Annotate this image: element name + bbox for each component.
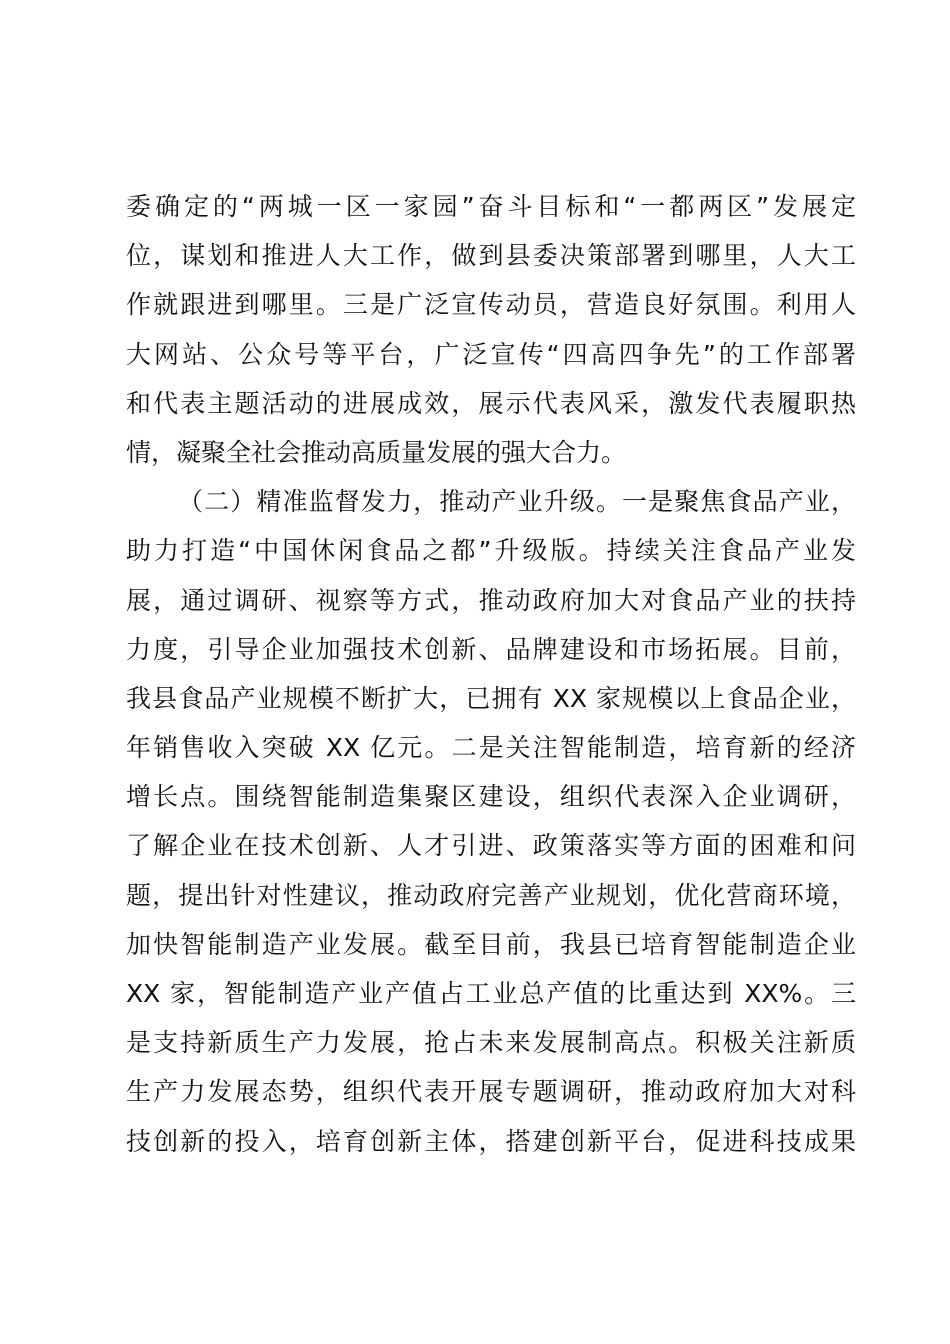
text-line: 位，谋划和推进人大工作，做到县委决策部署到哪里，人大工 (126, 241, 856, 271)
text-line: 技创新的投入，培育创新主体，搭建创新平台，促进科技成果 (126, 1126, 856, 1156)
text-line: 大网站、公众号等平台，广泛宣传“四高四争先”的工作部署 (126, 339, 856, 369)
text-line: 展，通过调研、视察等方式，推动政府加大对食品产业的扶持 (126, 585, 856, 615)
text-line: 年销售收入突破 XX 亿元。二是关注智能制造，培育新的经济 (126, 733, 856, 763)
section-heading-line: （二）精准监督发力，推动产业升级。一是聚焦食品产业， (178, 487, 856, 517)
text-line: 生产力发展态势，组织代表开展专题调研，推动政府加大对科 (126, 1077, 856, 1107)
text-line: 了解企业在技术创新、人才引进、政策落实等方面的困难和问 (126, 831, 856, 861)
text-line: 是支持新质生产力发展，抢占未来发展制高点。积极关注新质 (126, 1028, 856, 1058)
text-line: 委确定的“两城一区一家园”奋斗目标和“一都两区”发展定 (126, 192, 856, 221)
text-line: 题，提出针对性建议，推动政府完善产业规划，优化营商环境， (126, 880, 856, 910)
body-text (126, 182, 856, 1166)
text-line: 助力打造“中国休闲食品之都”升级版。持续关注食品产业发 (126, 536, 856, 566)
text-line: 情，凝聚全社会推动高质量发展的强大合力。 (126, 437, 627, 467)
text-line: 加快智能制造产业发展。截至目前，我县已培育智能制造企业 (126, 929, 856, 959)
text-line: 和代表主题活动的进展成效，展示代表风采，激发代表履职热 (126, 388, 856, 418)
text-line: XX 家，智能制造产业产值占工业总产值的比重达到 XX%。三 (126, 979, 856, 1008)
text-line: 力度，引导企业加强技术创新、品牌建设和市场拓展。目前， (126, 634, 856, 664)
text-line: 增长点。围绕智能制造集聚区建设，组织代表深入企业调研， (126, 782, 856, 812)
text-line: 作就跟进到哪里。三是广泛宣传动员，营造良好氛围。利用人 (126, 290, 856, 320)
text-line: 我县食品产业规模不断扩大，已拥有 XX 家规模以上食品企业， (126, 683, 856, 713)
